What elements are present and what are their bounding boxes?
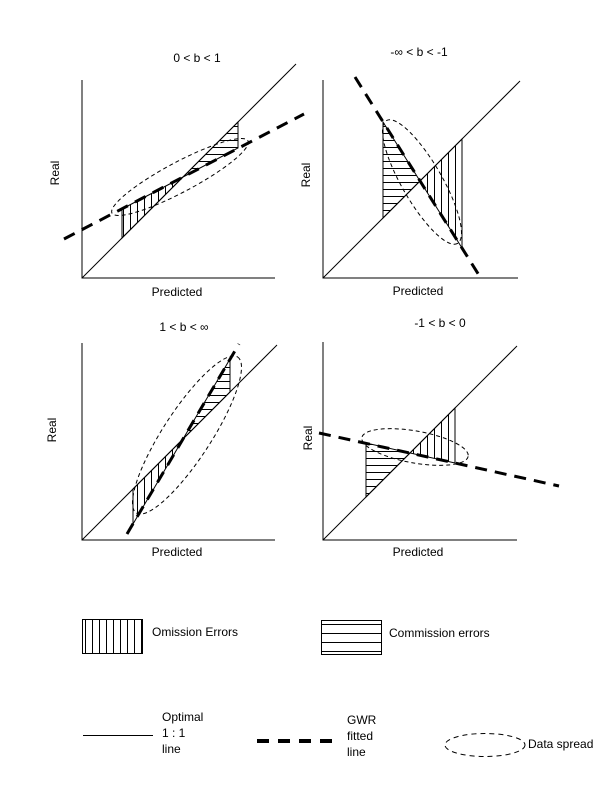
commission-label: Commission errors [389,626,490,640]
panel-title: -∞ < b < -1 [390,45,448,59]
plot-area [50,308,330,548]
y-axis-label: Real [301,425,315,451]
gwr-line-label-line2: fitted [347,729,374,743]
x-axis-label: Predicted [151,545,203,559]
omission-label: Omission Errors [152,625,239,639]
omission-error-region [420,139,462,248]
x-axis-label: Predicted [151,285,203,299]
one-to-one-line [323,81,520,278]
x-axis-label: Predicted [392,545,444,559]
panel-title: -1 < b < 0 [414,316,466,330]
data-spread-symbol [441,730,529,760]
optimal-line-label-line1: Optimal [162,710,204,724]
optimal-line-label [162,709,203,757]
optimal-line-label-line2: 1 : 1 [162,726,186,740]
y-axis-label: Real [48,160,62,186]
gwr-line-label-line1: GWR [347,713,377,727]
data-spread-label: Data spread [528,737,594,751]
plot-area [291,308,571,548]
optimal-line-label-line3: line [162,742,181,756]
gwr-line-symbol [256,736,336,746]
optimal-line-symbol [83,735,153,736]
one-to-one-line [323,346,517,540]
panel-title: 1 < b < ∞ [159,320,209,334]
panel-title: 0 < b < 1 [173,51,221,65]
one-to-one-line [82,64,296,278]
plot-area [291,46,571,286]
x-axis-label: Predicted [392,284,444,298]
gwr-line-label [347,712,376,760]
y-axis-label: Real [299,162,313,188]
omission-hatch-swatch [82,619,144,655]
plot-area [50,46,330,286]
commission-hatch-swatch [321,620,383,656]
y-axis-label: Real [45,417,59,443]
gwr-line-label-line3: line [347,745,366,759]
